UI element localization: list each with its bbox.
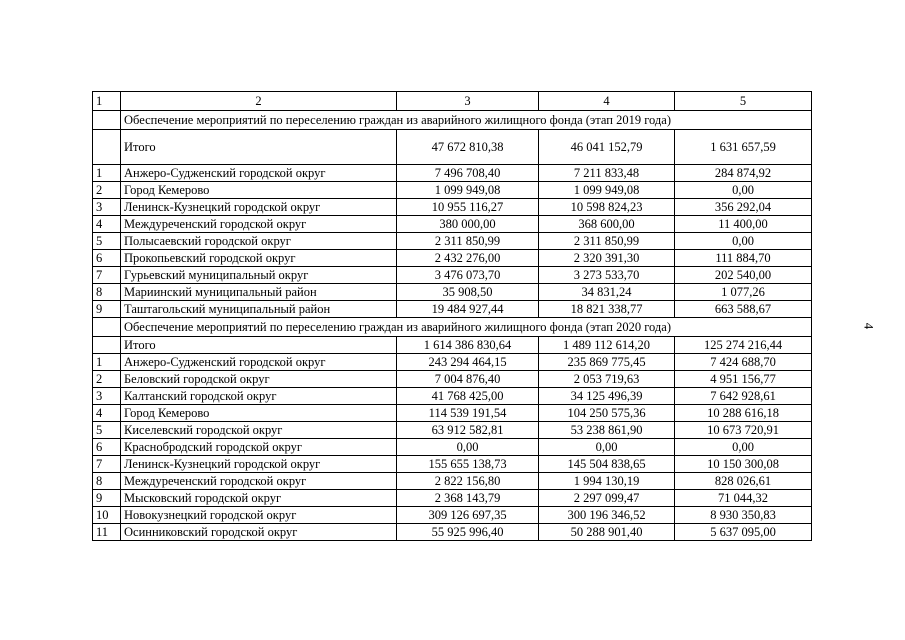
amount-col5: 7 424 688,70 (675, 354, 812, 371)
row-number: 7 (93, 267, 121, 284)
row-number: 3 (93, 199, 121, 216)
amount-col5: 4 951 156,77 (675, 371, 812, 388)
funding-table (92, 91, 812, 541)
amount-col4: 18 821 338,77 (539, 301, 675, 318)
amount-col4: 145 504 838,65 (539, 456, 675, 473)
row-number: 7 (93, 456, 121, 473)
amount-col5: 11 400,00 (675, 216, 812, 233)
municipality-name: Осинниковский городской округ (121, 524, 397, 541)
municipality-name: Беловский городской округ (121, 371, 397, 388)
amount-col5: 10 288 616,18 (675, 405, 812, 422)
amount-col3: 155 655 138,73 (397, 456, 539, 473)
municipality-name: Междуреченский городской округ (121, 473, 397, 490)
amount-col4: 0,00 (539, 439, 675, 456)
amount-col5: 828 026,61 (675, 473, 812, 490)
municipality-name: Город Кемерово (121, 405, 397, 422)
page-number: 4 (861, 322, 877, 330)
amount-col3: 55 925 996,40 (397, 524, 539, 541)
total-label: Итого (121, 130, 397, 165)
row-number: 6 (93, 250, 121, 267)
amount-col4: 2 297 099,47 (539, 490, 675, 507)
amount-col3: 2 822 156,80 (397, 473, 539, 490)
amount-col5: 10 673 720,91 (675, 422, 812, 439)
empty-cell (93, 337, 121, 354)
row-number: 2 (93, 371, 121, 388)
municipality-name: Междуреченский городской округ (121, 216, 397, 233)
column-number-3: 3 (397, 92, 539, 111)
amount-col3: 243 294 464,15 (397, 354, 539, 371)
amount-col5: 8 930 350,83 (675, 507, 812, 524)
total-row (93, 130, 812, 165)
amount-col3: 10 955 116,27 (397, 199, 539, 216)
amount-col3: 41 768 425,00 (397, 388, 539, 405)
amount-col5: 71 044,32 (675, 490, 812, 507)
amount-col3: 35 908,50 (397, 284, 539, 301)
total-label: Итого (121, 337, 397, 354)
amount-col3: 2 368 143,79 (397, 490, 539, 507)
column-number-row (93, 92, 812, 111)
municipality-name: Прокопьевский городской округ (121, 250, 397, 267)
municipality-name: Киселевский городской округ (121, 422, 397, 439)
row-number: 5 (93, 233, 121, 250)
column-number-1: 1 (93, 92, 121, 111)
table-row (93, 199, 812, 216)
amount-col4: 50 288 901,40 (539, 524, 675, 541)
section-title: Обеспечение мероприятий по переселению граждан из аварийного жилищного фонда (этап 2020 года) (121, 318, 812, 337)
row-number: 4 (93, 216, 121, 233)
row-number: 4 (93, 405, 121, 422)
amount-col4: 7 211 833,48 (539, 165, 675, 182)
amount-col5: 202 540,00 (675, 267, 812, 284)
amount-col3: 380 000,00 (397, 216, 539, 233)
municipality-name: Новокузнецкий городской округ (121, 507, 397, 524)
municipality-name: Анжеро-Судженский городской округ (121, 165, 397, 182)
column-number-2: 2 (121, 92, 397, 111)
table-row (93, 507, 812, 524)
amount-col3: 309 126 697,35 (397, 507, 539, 524)
municipality-name: Ленинск-Кузнецкий городской округ (121, 456, 397, 473)
amount-col5: 663 588,67 (675, 301, 812, 318)
table-row (93, 405, 812, 422)
amount-col5: 0,00 (675, 233, 812, 250)
municipality-name: Калтанский городской округ (121, 388, 397, 405)
municipality-name: Краснобродский городской округ (121, 439, 397, 456)
row-number: 5 (93, 422, 121, 439)
row-number: 1 (93, 165, 121, 182)
amount-col5: 7 642 928,61 (675, 388, 812, 405)
row-number: 10 (93, 507, 121, 524)
empty-cell (93, 130, 121, 165)
total-col5: 125 274 216,44 (675, 337, 812, 354)
section-title-row (93, 318, 812, 337)
amount-col5: 5 637 095,00 (675, 524, 812, 541)
amount-col5: 356 292,04 (675, 199, 812, 216)
table-row (93, 371, 812, 388)
table-row (93, 388, 812, 405)
amount-col4: 10 598 824,23 (539, 199, 675, 216)
total-col4: 1 489 112 614,20 (539, 337, 675, 354)
row-number: 11 (93, 524, 121, 541)
table-row (93, 422, 812, 439)
table-row (93, 524, 812, 541)
row-number: 3 (93, 388, 121, 405)
amount-col3: 19 484 927,44 (397, 301, 539, 318)
amount-col4: 34 125 496,39 (539, 388, 675, 405)
row-number: 1 (93, 354, 121, 371)
column-number-4: 4 (539, 92, 675, 111)
amount-col5: 284 874,92 (675, 165, 812, 182)
amount-col3: 0,00 (397, 439, 539, 456)
table-row (93, 473, 812, 490)
amount-col5: 111 884,70 (675, 250, 812, 267)
row-number: 8 (93, 284, 121, 301)
municipality-name: Мариинский муниципальный район (121, 284, 397, 301)
municipality-name: Анжеро-Судженский городской округ (121, 354, 397, 371)
municipality-name: Ленинск-Кузнецкий городской округ (121, 199, 397, 216)
section-title-row (93, 111, 812, 130)
section-title: Обеспечение мероприятий по переселению граждан из аварийного жилищного фонда (этап 2019 года) (121, 111, 812, 130)
table-row (93, 233, 812, 250)
column-number-5: 5 (675, 92, 812, 111)
amount-col4: 2 320 391,30 (539, 250, 675, 267)
total-row (93, 337, 812, 354)
amount-col3: 7 496 708,40 (397, 165, 539, 182)
municipality-name: Полысаевский городской округ (121, 233, 397, 250)
amount-col3: 1 099 949,08 (397, 182, 539, 199)
table-row (93, 354, 812, 371)
amount-col5: 1 077,26 (675, 284, 812, 301)
municipality-name: Мысковский городской округ (121, 490, 397, 507)
municipality-name: Город Кемерово (121, 182, 397, 199)
municipality-name: Гурьевский муниципальный округ (121, 267, 397, 284)
amount-col4: 1 994 130,19 (539, 473, 675, 490)
municipality-name: Таштагольский муниципальный район (121, 301, 397, 318)
amount-col4: 104 250 575,36 (539, 405, 675, 422)
amount-col5: 0,00 (675, 439, 812, 456)
amount-col3: 3 476 073,70 (397, 267, 539, 284)
table-row (93, 490, 812, 507)
amount-col3: 63 912 582,81 (397, 422, 539, 439)
amount-col4: 2 311 850,99 (539, 233, 675, 250)
table-row (93, 250, 812, 267)
total-col4: 46 041 152,79 (539, 130, 675, 165)
row-number: 8 (93, 473, 121, 490)
amount-col4: 235 869 775,45 (539, 354, 675, 371)
amount-col4: 2 053 719,63 (539, 371, 675, 388)
amount-col5: 0,00 (675, 182, 812, 199)
empty-cell (93, 111, 121, 130)
table-row (93, 456, 812, 473)
total-col3: 47 672 810,38 (397, 130, 539, 165)
empty-cell (93, 318, 121, 337)
total-col5: 1 631 657,59 (675, 130, 812, 165)
amount-col4: 3 273 533,70 (539, 267, 675, 284)
amount-col4: 53 238 861,90 (539, 422, 675, 439)
amount-col3: 7 004 876,40 (397, 371, 539, 388)
row-number: 9 (93, 490, 121, 507)
amount-col4: 34 831,24 (539, 284, 675, 301)
total-col3: 1 614 386 830,64 (397, 337, 539, 354)
amount-col3: 2 432 276,00 (397, 250, 539, 267)
row-number: 2 (93, 182, 121, 199)
table-row (93, 165, 812, 182)
amount-col4: 368 600,00 (539, 216, 675, 233)
table-row (93, 182, 812, 199)
amount-col4: 1 099 949,08 (539, 182, 675, 199)
table-row (93, 216, 812, 233)
row-number: 9 (93, 301, 121, 318)
row-number: 6 (93, 439, 121, 456)
amount-col3: 2 311 850,99 (397, 233, 539, 250)
amount-col3: 114 539 191,54 (397, 405, 539, 422)
table-row (93, 301, 812, 318)
table-row (93, 439, 812, 456)
amount-col4: 300 196 346,52 (539, 507, 675, 524)
table-row (93, 267, 812, 284)
table-row (93, 284, 812, 301)
amount-col5: 10 150 300,08 (675, 456, 812, 473)
